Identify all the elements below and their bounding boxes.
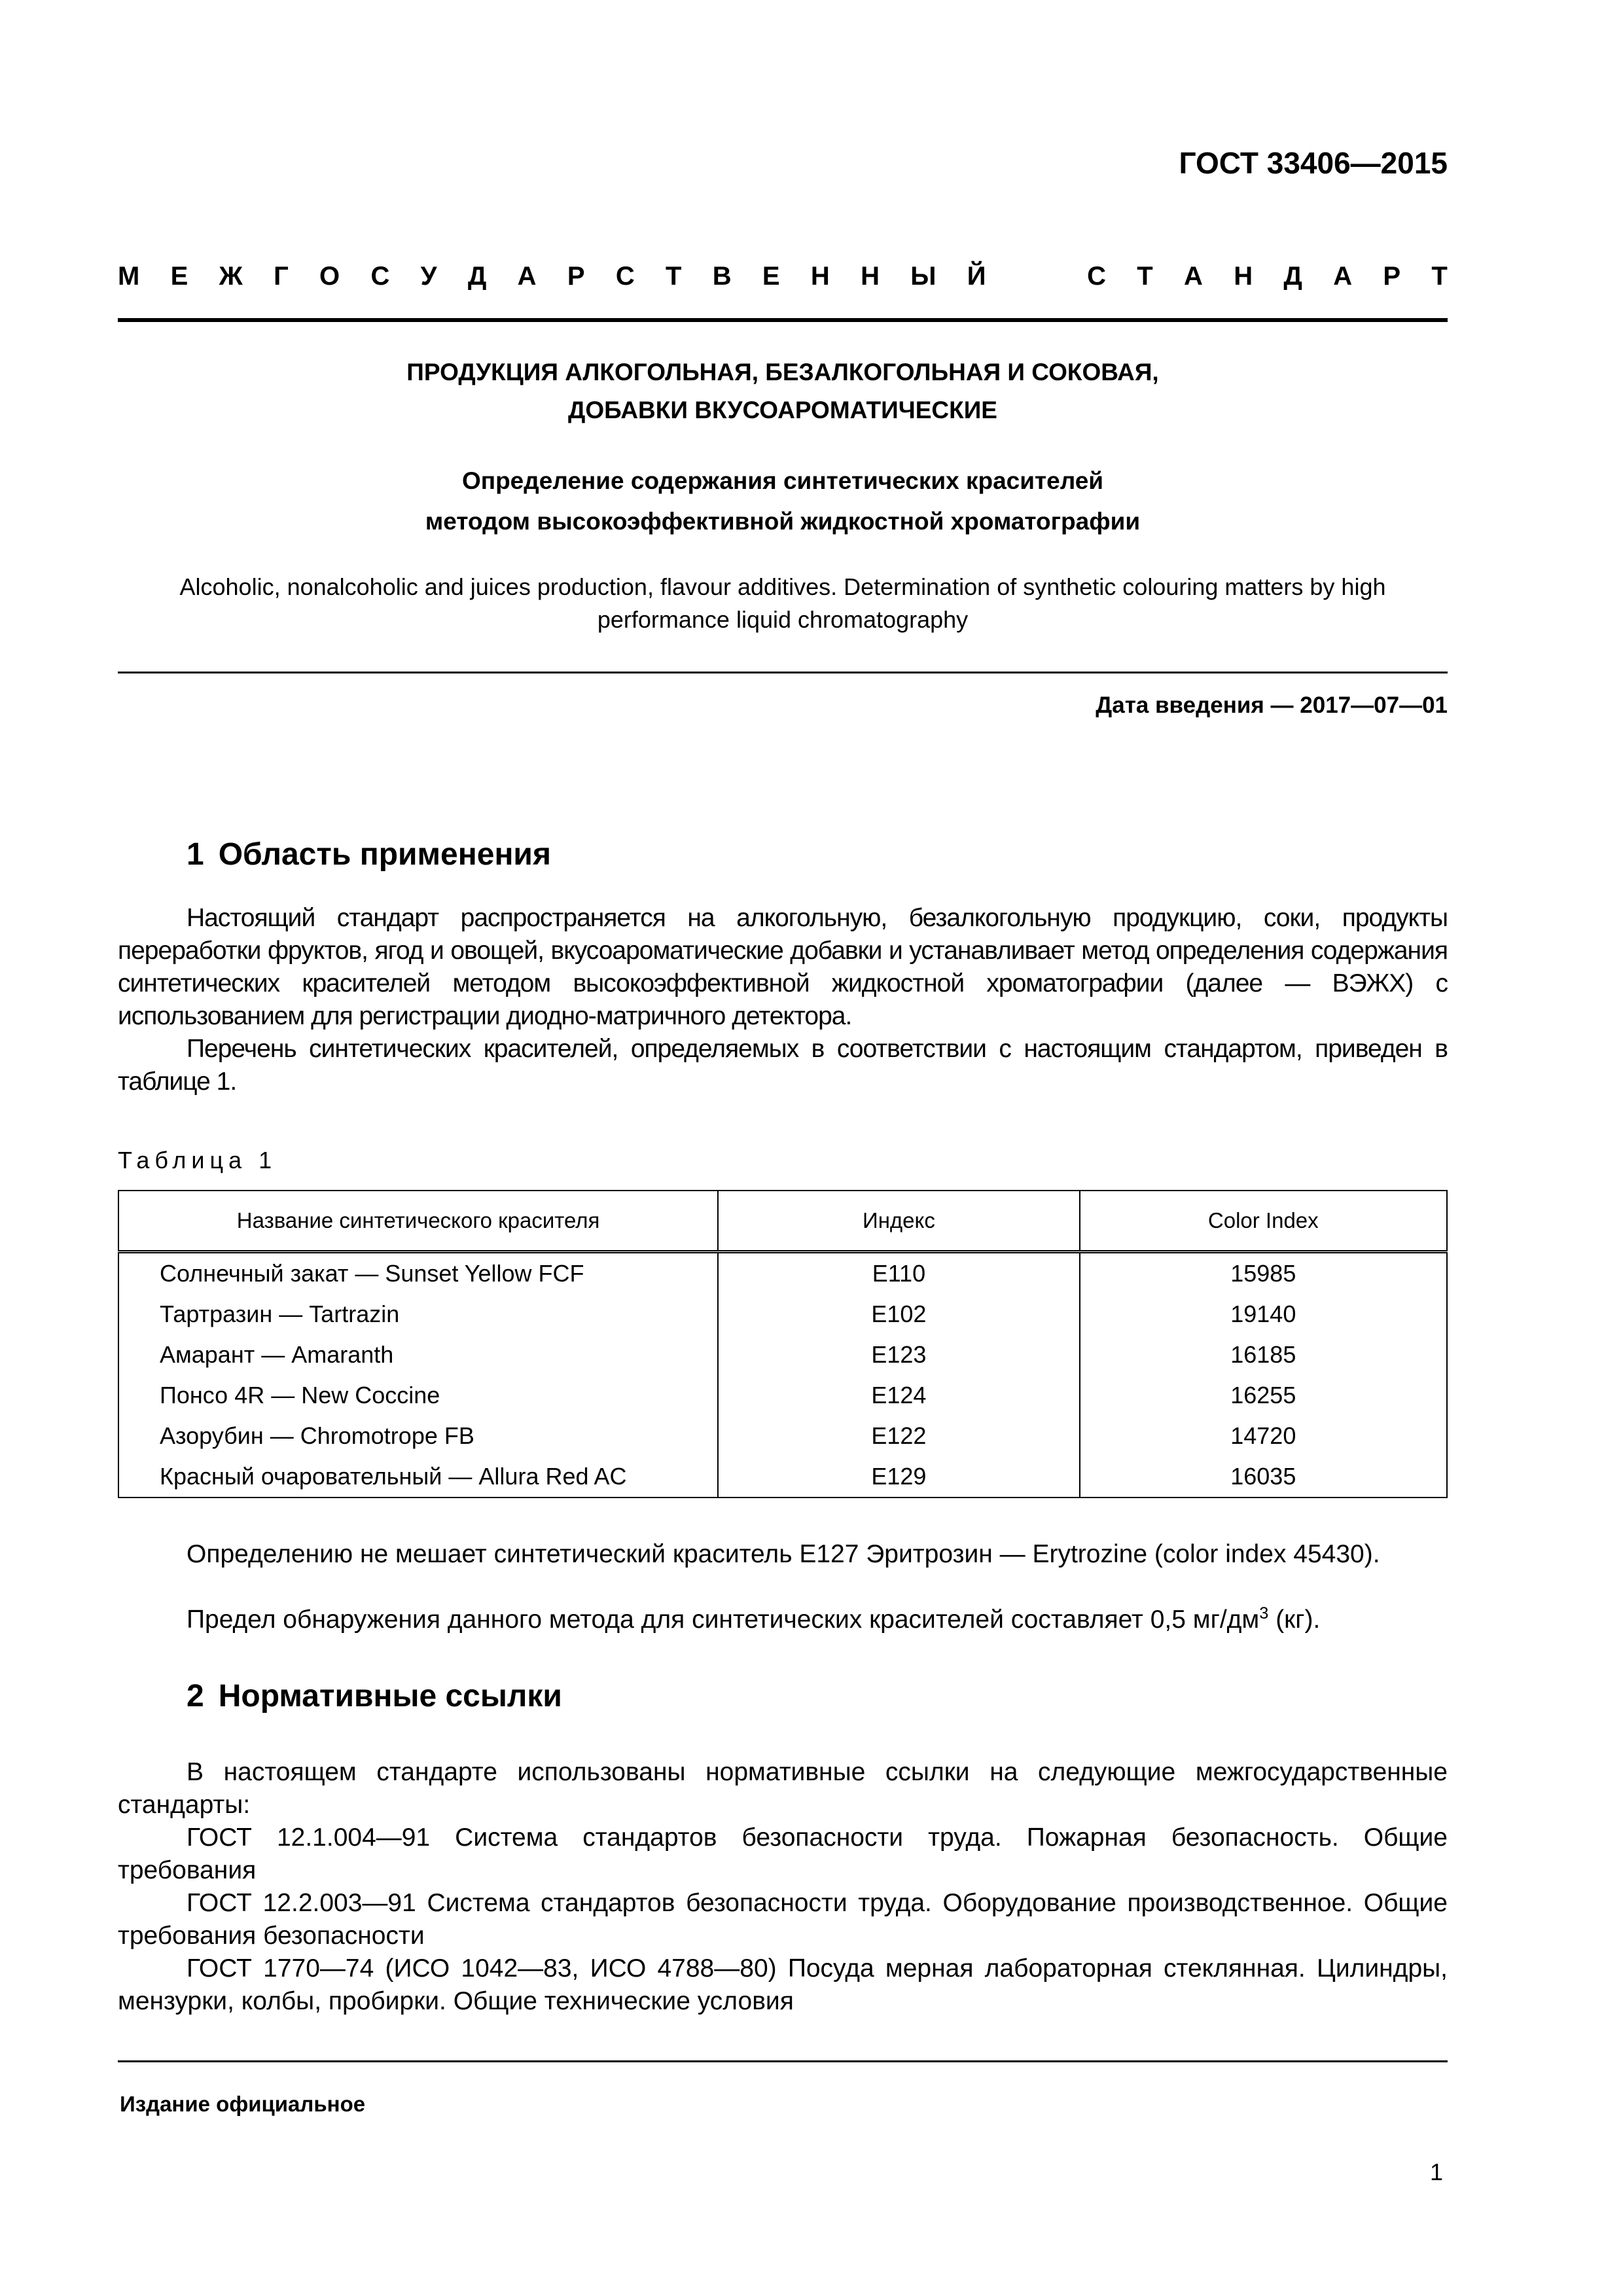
table-header-cell: Индекс: [718, 1191, 1079, 1252]
section-title: Нормативные ссылки: [218, 1679, 562, 1713]
standard-type-letter: Т: [1137, 261, 1153, 291]
color-index-cell: 15985: [1080, 1252, 1447, 1295]
dye-name-cell: Тартразин — Tartrazin: [118, 1294, 718, 1335]
title-line: ДОБАВКИ ВКУСОАРОМАТИЧЕСКИЕ: [568, 397, 997, 423]
dye-name-cell: Азорубин — Chromotrope FB: [118, 1416, 718, 1456]
table-row: [118, 1416, 1447, 1456]
standard-type-letter: М: [118, 261, 140, 291]
reference-item: ГОСТ 12.1.004—91 Система стандартов безопасности труда. Пожарная безопасность. Общие требования: [118, 1823, 1448, 1884]
standard-type-letter: Е: [762, 261, 780, 291]
title-line: ПРОДУКЦИЯ АЛКОГОЛЬНАЯ, БЕЗАЛКОГОЛЬНАЯ И СОКОВАЯ,: [406, 359, 1159, 386]
reference-item: ГОСТ 12.2.003—91 Система стандартов безопасности труда. Оборудование производственное. Общие требования безопасности: [118, 1889, 1448, 1950]
standard-type-letter: Г: [274, 261, 289, 291]
standard-type-letter: Ы: [910, 261, 936, 291]
table-row: [118, 1456, 1447, 1498]
english-title: Alcoholic, nonalcoholic and juices production, flavour additives. Determination of synthetic colouring matters by high performance liquid chromatography: [179, 573, 1386, 633]
table-header-cell: Название синтетического красителя: [118, 1191, 718, 1252]
standard-type-letter: О: [319, 261, 340, 291]
dyes-table: [118, 1190, 1448, 1498]
section-2-heading: [187, 1678, 562, 1714]
page-number: 1: [1429, 2159, 1443, 2185]
table-header-row: [118, 1191, 1447, 1252]
standard-type-letter: Р: [567, 261, 585, 291]
color-index-cell: 16185: [1080, 1335, 1447, 1375]
dye-index-cell: Е110: [718, 1252, 1079, 1295]
table-row: [118, 1294, 1447, 1335]
erythrosine-note: Определению не мешает синтетический краситель Е127 Эритрозин — Erytrozine (color index 45430).: [187, 1540, 1380, 1568]
dye-name-cell: Понсо 4R — New Coccine: [118, 1375, 718, 1416]
dye-index-cell: Е122: [718, 1416, 1079, 1456]
standard-type-letter: Т: [666, 261, 682, 291]
dye-name-cell: Красный очаровательный — Allura Red AC: [118, 1456, 718, 1498]
reference-item: ГОСТ 1770—74 (ИСО 1042—83, ИСО 4788—80) Посуда мерная лабораторная стеклянная. Цилиндры, мензурки, колбы, пробирки. Общие технические условия: [118, 1954, 1448, 2015]
standard-type-letter: А: [517, 261, 537, 291]
standard-type-letter: Д: [1283, 261, 1302, 291]
detection-limit-paragraph: [118, 1604, 1448, 1636]
standard-type-letter: Р: [1383, 261, 1401, 291]
dye-name-cell: Амарант — Amaranth: [118, 1335, 718, 1375]
color-index-cell: 16255: [1080, 1375, 1447, 1416]
scope-table-reference: Перечень синтетических красителей, определяемых в соответствии с настоящим стандартом, приведен в таблице 1.: [118, 1035, 1448, 1096]
standard-type-letter: А: [1333, 261, 1353, 291]
standard-type-letter: Д: [467, 261, 487, 291]
standard-type-letter: С: [615, 261, 635, 291]
standard-type-letter: Й: [967, 261, 986, 291]
subtitle-line: Определение содержания синтетических красителей: [461, 467, 1104, 494]
title-divider: [118, 672, 1448, 673]
standard-type-letter: Е: [170, 261, 188, 291]
standard-type-letter: Н: [1234, 261, 1253, 291]
standard-type-letter: С: [1087, 261, 1106, 291]
table-row: [118, 1375, 1447, 1416]
dye-index-cell: Е129: [718, 1456, 1079, 1498]
dye-index-cell: Е123: [718, 1335, 1079, 1375]
section-1-heading: [187, 836, 551, 872]
scope-paragraph: Настоящий стандарт распространяется на алкогольную, безалкогольную продукцию, соки, продукты переработки фруктов, ягод и овощей, вкусоароматические добавки и устанавливает метод определения содержания синтетических красителей методом высокоэффективной жидкостной хроматографии (далее — ВЭЖХ) с использованием для регистрации диодно-матричного детектора.: [118, 904, 1448, 1030]
dye-name-cell: Солнечный закат — Sunset Yellow FCF: [118, 1252, 718, 1295]
dye-index-cell: Е124: [718, 1375, 1079, 1416]
subtitle-line: методом высокоэффективной жидкостной хроматографии: [425, 508, 1141, 535]
document-code: ГОСТ 33406—2015: [1179, 146, 1448, 180]
standard-type-letter: У: [420, 261, 437, 291]
document-subtitle: [118, 461, 1448, 542]
color-index-cell: 14720: [1080, 1416, 1447, 1456]
references-intro: В настоящем стандарте использованы нормативные ссылки на следующие межгосударственные стандарты:: [118, 1758, 1448, 1819]
standard-type-letter: Н: [810, 261, 830, 291]
document-title: [118, 353, 1448, 429]
detection-limit-unit: (кг).: [1268, 1605, 1321, 1634]
section-number: 1: [187, 837, 204, 872]
detection-limit-text: Предел обнаружения данного метода для синтетических красителей составляет 0,5 мг/дм: [187, 1605, 1260, 1634]
color-index-cell: 16035: [1080, 1456, 1447, 1498]
superscript-exponent: 3: [1259, 1604, 1269, 1623]
standard-type-letter: Н: [861, 261, 880, 291]
section-title: Область применения: [218, 837, 551, 872]
table-header-cell: Color Index: [1080, 1191, 1447, 1252]
standard-type-letter: А: [1184, 261, 1203, 291]
footer-divider: [118, 2060, 1448, 2062]
standard-type-letter: В: [712, 261, 732, 291]
introduction-date: Дата введения — 2017—07—01: [1096, 692, 1448, 718]
color-index-cell: 19140: [1080, 1294, 1447, 1335]
standard-type-letter: Т: [1431, 261, 1448, 291]
dye-index-cell: Е102: [718, 1294, 1079, 1335]
standard-type-heading: [118, 257, 1448, 296]
standard-type-letter: С: [370, 261, 390, 291]
table-row: [118, 1252, 1447, 1295]
official-edition-label: Издание официальное: [120, 2092, 366, 2116]
table-caption: Таблица 1: [118, 1147, 277, 1174]
header-divider: [118, 318, 1448, 322]
standard-type-letter: Ж: [219, 261, 243, 291]
table-row: [118, 1335, 1447, 1375]
section-number: 2: [187, 1679, 204, 1713]
